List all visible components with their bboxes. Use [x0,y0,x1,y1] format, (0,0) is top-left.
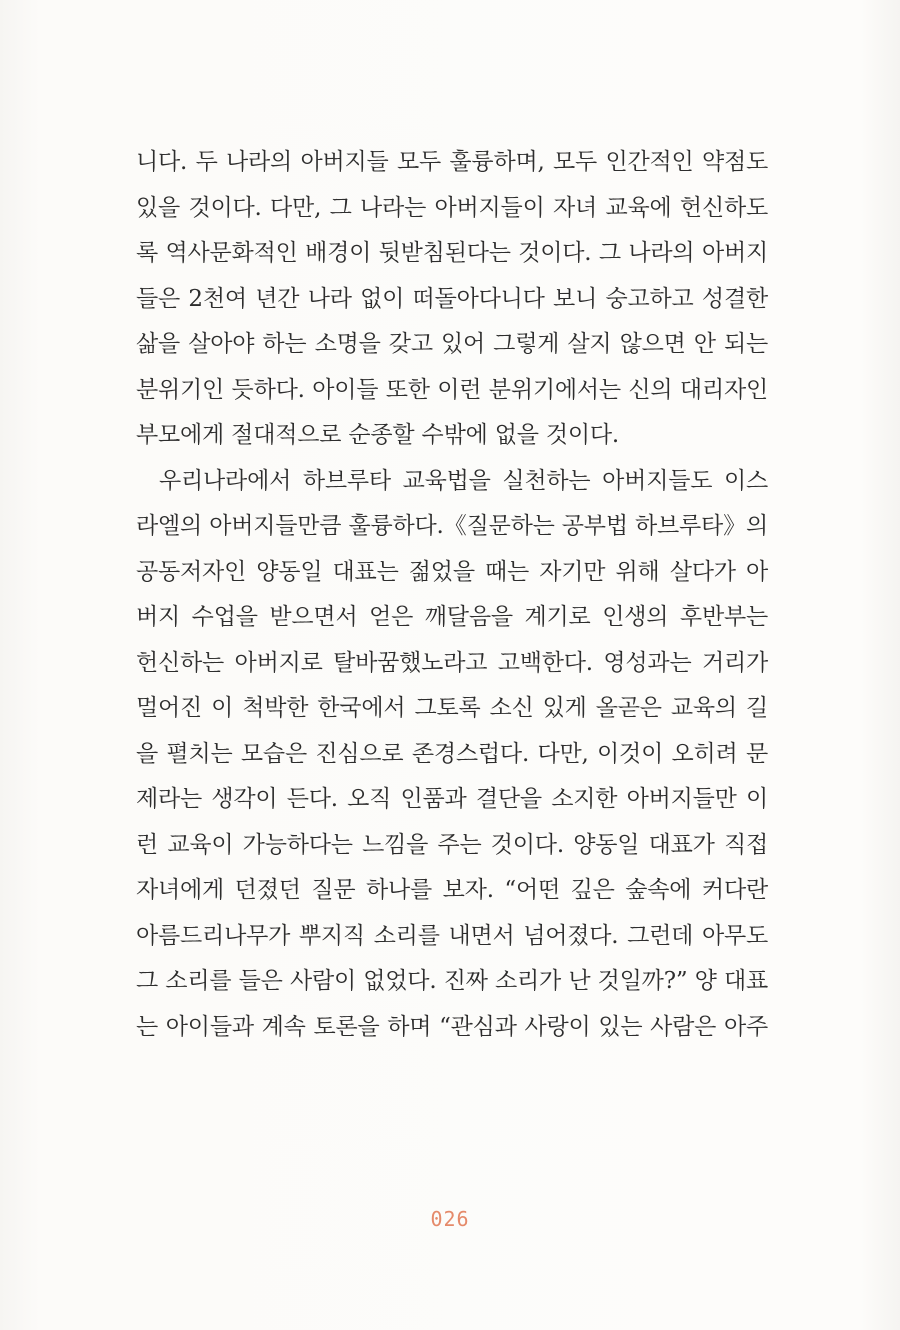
text-line: 분위기인 듯하다. 아이들 또한 이런 분위기에서는 신의 대리자인 [136,376,768,403]
page-number: 026 [430,1207,470,1231]
text-line: 는 아이들과 계속 토론을 하며 “관심과 사랑이 있는 사람은 아주 [136,1013,768,1040]
text-line: 그 소리를 들은 사람이 없었다. 진짜 소리가 난 것일까?” 양 대표 [136,968,768,994]
text-line: 제라는 생각이 든다. 오직 인품과 결단을 소지한 아버지들만 이 [136,786,768,812]
text-line: 있을 것이다. 다만, 그 나라는 아버지들이 자녀 교육에 헌신하도 [136,194,768,221]
text-line: 버지 수업을 받으면서 얻은 깨달음을 계기로 인생의 후반부는 [136,604,768,630]
text-line: 런 교육이 가능하다는 느낌을 주는 것이다. 양동일 대표가 직접 [136,831,768,858]
text-line: 우리나라에서 하브루타 교육법을 실천하는 아버지들도 이스 [159,467,768,494]
text-line: 공동저자인 양동일 대표는 젊었을 때는 자기만 위해 살다가 아 [136,558,768,585]
paragraph-2 [136,459,768,1051]
text-line: 들은 2천여 년간 나라 없이 떠돌아다니다 보니 숭고하고 성결한 [136,285,768,312]
text-line: 자녀에게 던졌던 질문 하나를 보자. “어떤 깊은 숲속에 커다란 [136,877,768,903]
body-text [136,140,768,1050]
text-line: 아름드리나무가 뿌지직 소리를 내면서 넘어졌다. 그런데 아무도 [136,922,768,949]
text-line: 부모에게 절대적으로 순종할 수밖에 없을 것이다. [136,422,620,448]
text-line: 을 펼치는 모습은 진심으로 존경스럽다. 다만, 이것이 오히려 문 [136,740,768,767]
text-line: 헌신하는 아버지로 탈바꿈했노라고 고백한다. 영성과는 거리가 [136,649,768,676]
paragraph-1 [136,140,768,459]
text-line: 니다. 두 나라의 아버지들 모두 훌륭하며, 모두 인간적인 약점도 [136,149,768,175]
text-line: 삶을 살아야 하는 소명을 갖고 있어 그렇게 살지 않으면 안 되는 [136,331,768,357]
text-line: 멀어진 이 척박한 한국에서 그토록 소신 있게 올곧은 교육의 길 [136,695,768,721]
text-line: 라엘의 아버지들만큼 훌륭하다.《질문하는 공부법 하브루타》의 [136,513,768,539]
text-line: 록 역사문화적인 배경이 뒷받침된다는 것이다. 그 나라의 아버지 [136,240,768,266]
